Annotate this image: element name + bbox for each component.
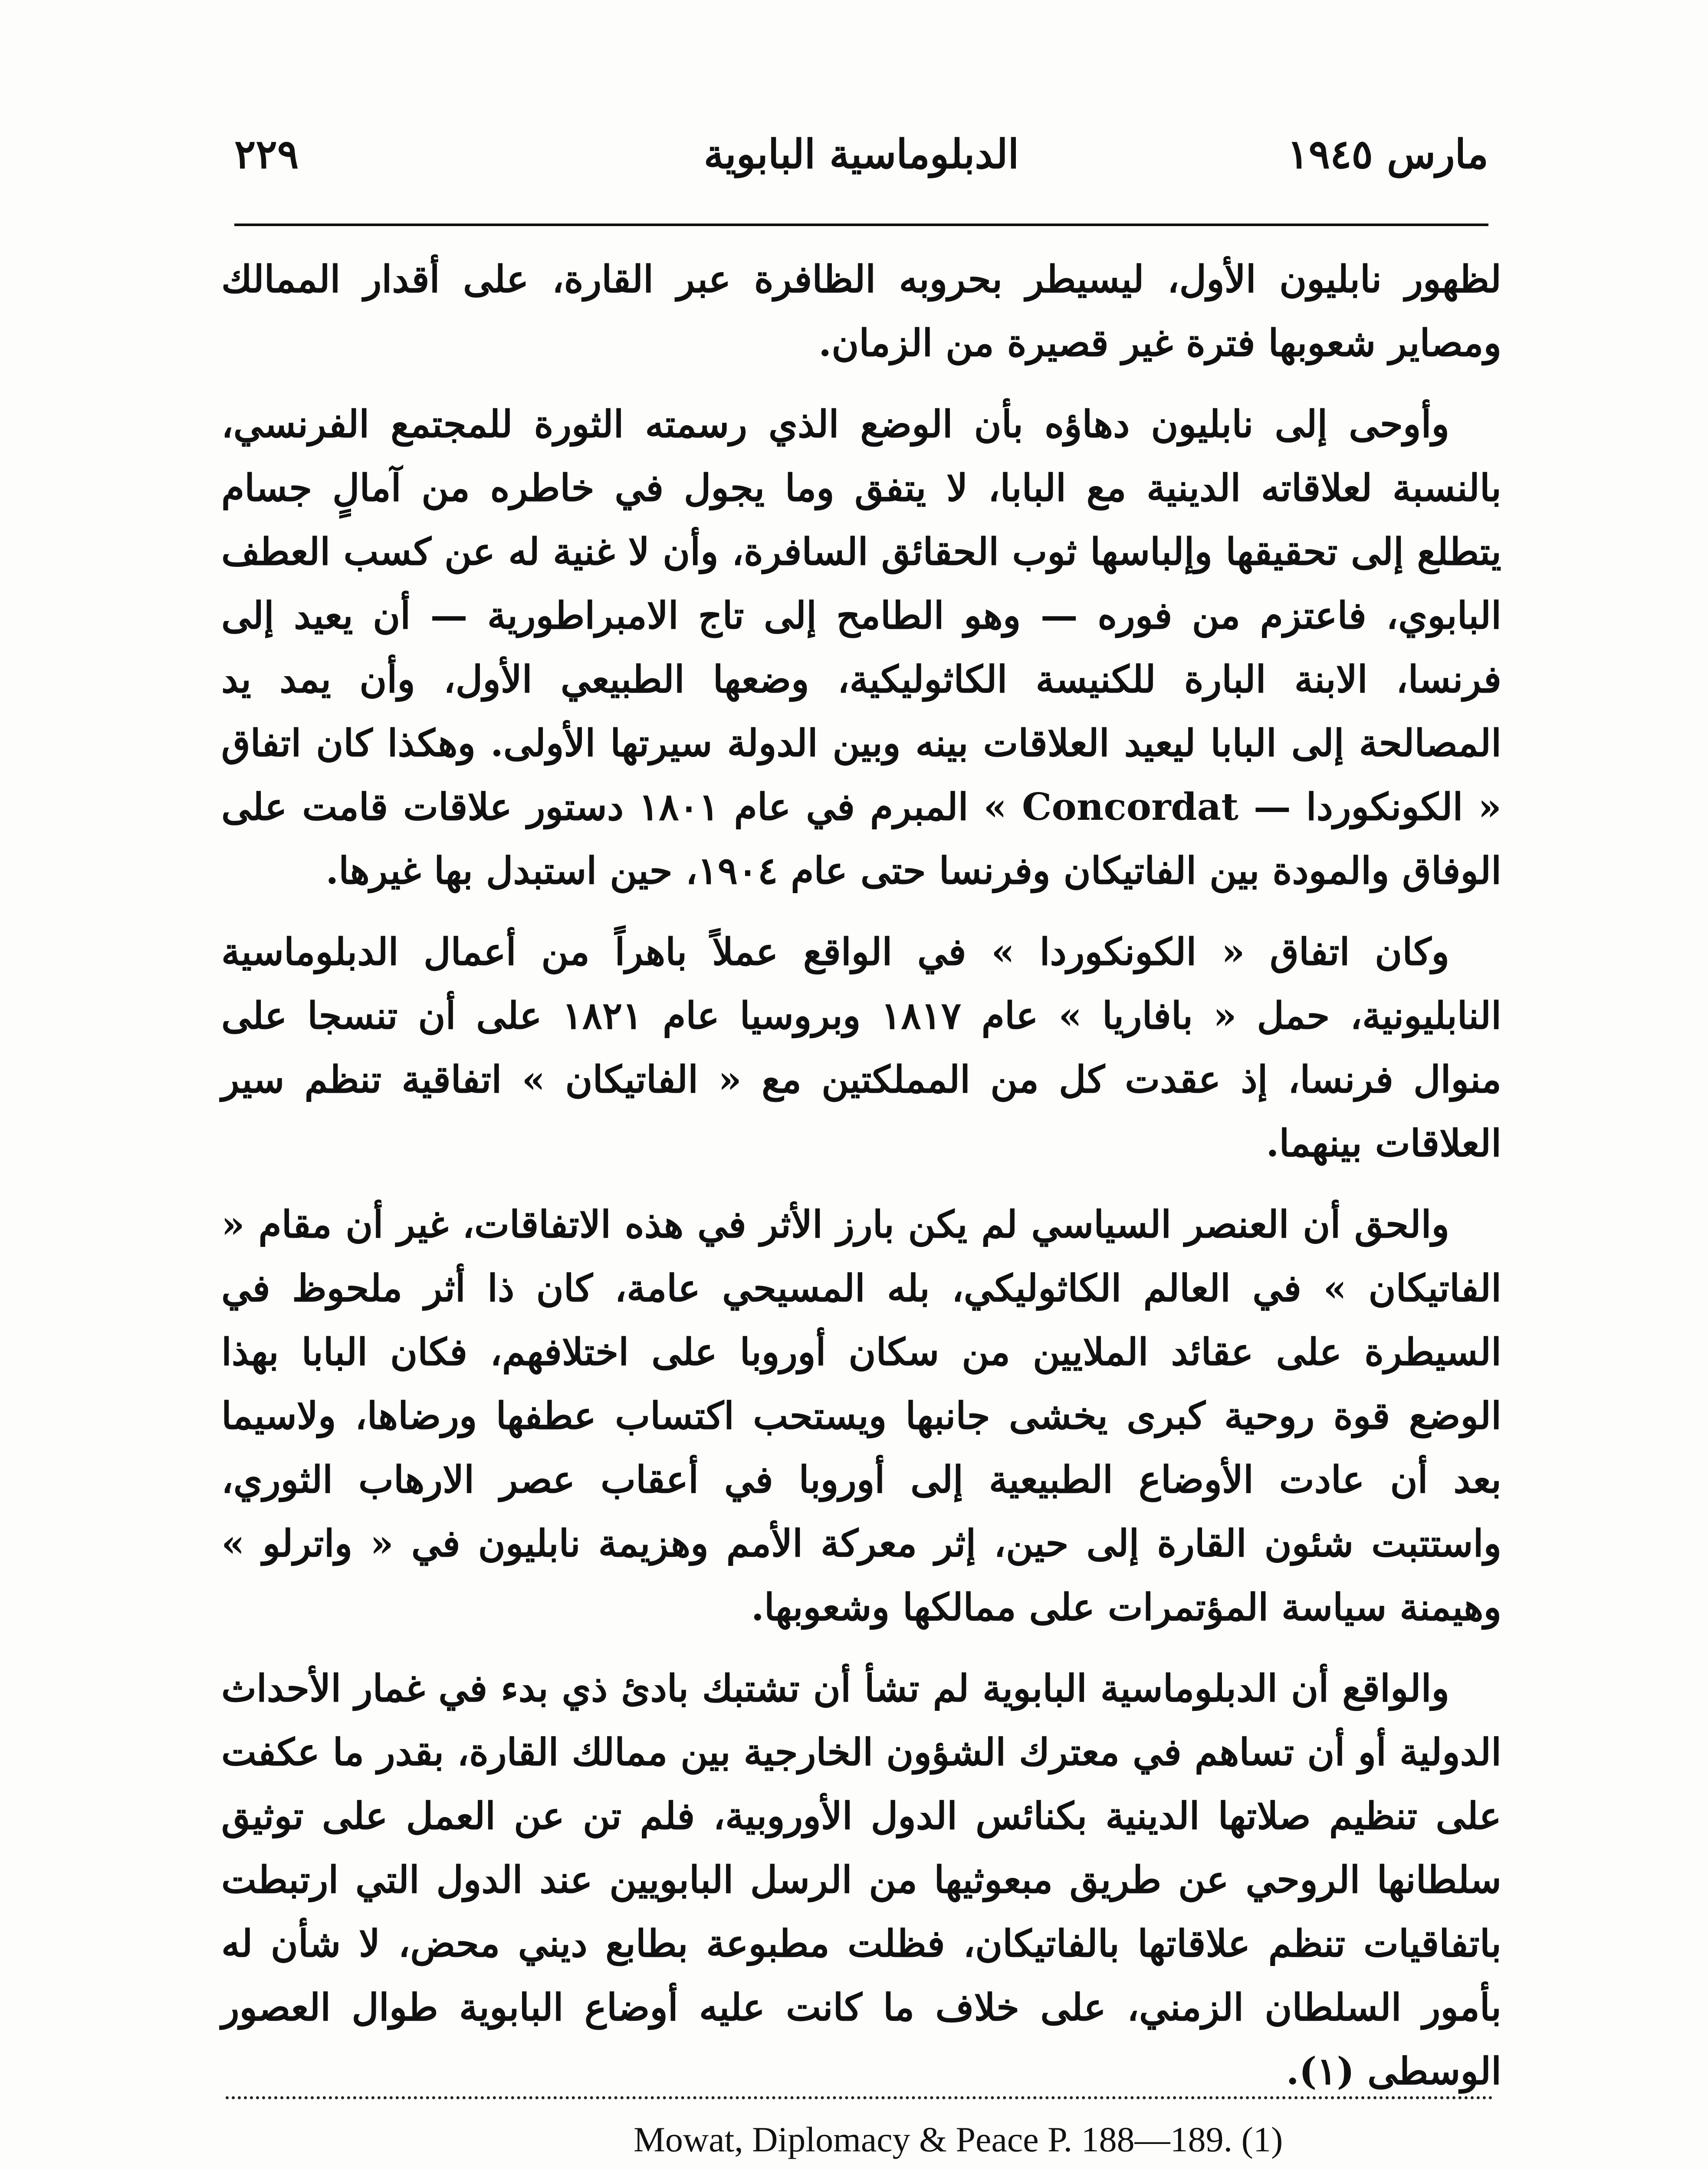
body-text [221, 247, 1501, 2121]
paragraph-5: والواقع أن الدبلوماسية البابوية لم تشأ أن تشتبك بادئ ذي بدء في غمار الأحداث الدولية أو أن تساهم في معترك الشؤون الخارجية بين ممالك القارة، بقدر ما عكفت على تنظيم صلاتها الدينية بكنائس الدول الأوروبية، فلم تن عن العمل على توثيق سلطانها الروحي عن طريق مبعوثيها من الرسل البابويين عند الدول التي ارتبطت باتفاقيات تنظم علاقاتها بالفاتيكان، فظلت مطبوعة بطابع ديني محض، لا شأن له بأمور السلطان الزمني، على خلاف ما كانت عليه أوضاع البابوية طوال العصور الوسطى (١). [221, 1667, 1501, 2093]
paragraph-4: والحق أن العنصر السياسي لم يكن بارز الأثر في هذه الاتفاقات، غير أن مقام « الفاتيكان » في العالم الكاثوليكي، بله المسيحي عامة، كان ذا أثر ملحوظ في السيطرة على عقائد الملايين من سكان أوروبا على اختلافهم، فكان البابا بهذا الوضع قوة روحية كبرى يخشى جانبها ويستحب اكتساب عطفها ورضاها، ولاسيما بعد أن عادت الأوضاع الطبيعية إلى أوروبا في أعقاب عصر الارهاب الثوري، واستتبت شئون القارة إلى حين، إثر معركة الأمم وهزيمة نابليون في « واترلو » وهيمنة سياسة المؤتمرات على ممالكها وشعوبها. [221, 1203, 1501, 1629]
header-date: مارس ١٩٤٥ [1287, 131, 1488, 178]
header-rule [234, 224, 1488, 226]
page-header [234, 126, 1488, 195]
paragraph-2: وأوحى إلى نابليون دهاؤه بأن الوضع الذي رسمته الثورة للمجتمع الفرنسي، بالنسبة لعلاقاته الدينية مع البابا، لا يتفق وما يجول في خاطره من آمالٍ جسام يتطلع إلى تحقيقها وإلباسها ثوب الحقائق السافرة، وأن لا غنية له عن كسب العطف البابوي، فاعتزم من فوره — وهو الطامح إلى تاج الامبراطورية — أن يعيد إلى فرنسا، الابنة البارة للكنيسة الكاثوليكية، وضعها الطبيعي الأول، وأن يمد يد المصالحة إلى البابا ليعيد العلاقات بينه وبين الدولة سيرتها الأولى. وهكذا كان اتفاق « الكونكوردا — Concordat » المبرم في عام ١٨٠١ دستور علاقات قامت على الوفاق والمودة بين الفاتيكان وفرنسا حتى عام ١٩٠٤، حين استبدل بها غيرها. [221, 402, 1501, 893]
header-title: الدبلوماسية البابوية [703, 131, 1019, 178]
paragraph-3: وكان اتفاق « الكونكوردا » في الواقع عملاً باهراً من أعمال الدبلوماسية النابليونية، حمل « بافاريا » عام ١٨١٧ وبروسيا عام ١٨٢١ على أن تنسجا على منوال فرنسا، إذ عقدت كل من المملكتين مع « الفاتيكان » اتفاقية تنظم سير العلاقات بينهما. [221, 930, 1501, 1165]
page-number: ٢٢٩ [234, 131, 299, 178]
paragraph-1: لظهور نابليون الأول، ليسيطر بحروبه الظافرة عبر القارة، على أقدار الممالك ومصاير شعوبها فترة غير قصيرة من الزمان. [221, 257, 1501, 365]
footnote-separator [226, 2096, 1493, 2099]
footnote: Mowat, Diplomacy & Peace P. 188—189. (1) [634, 2120, 1283, 2159]
